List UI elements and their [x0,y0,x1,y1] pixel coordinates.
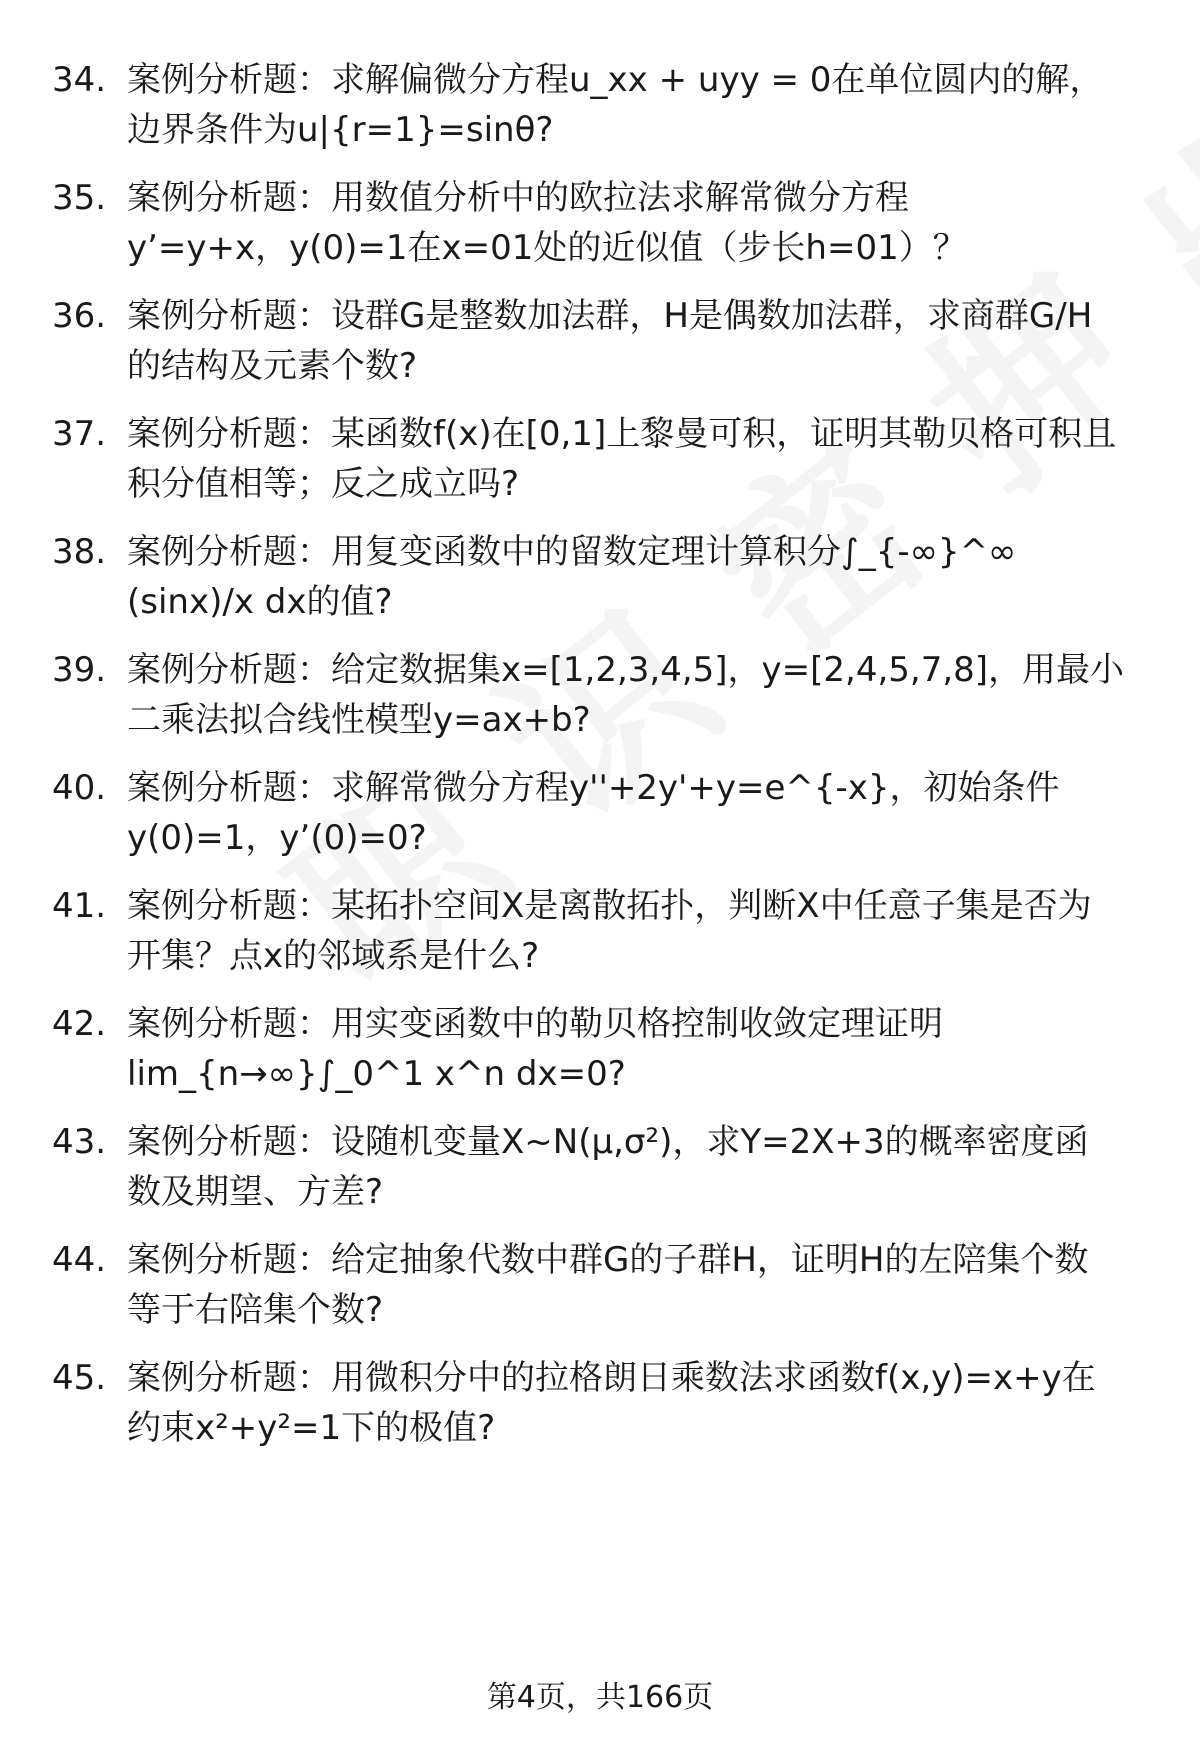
question-text: 案例分析题：设群G是整数加法群，H是偶数加法群，求商群G/H 的结构及元素个数? [127,296,1093,386]
question-text: 案例分析题：用数值分析中的欧拉法求解常微分方程 y’=y+x，y(0)=1在x=01处的近似值（步长h=01）？ [127,178,967,268]
page-footer [0,1678,1200,1718]
question-item [52,55,1172,155]
question-number: 38. [52,532,107,572]
question-item [52,409,1172,509]
question-number: 41. [52,886,107,926]
question-number: 42. [52,1004,107,1044]
question-text: 案例分析题：给定抽象代数中群G的子群H，证明H的左陪集个数 等于右陪集个数? [127,1240,1089,1330]
question-number: 39. [52,650,107,690]
question-text: 案例分析题：求解常微分方程y''+2y'+y=e^{-x}，初始条件 y(0)=1，y’(0)=0? [127,768,1060,858]
question-number: 37. [52,414,107,454]
question-item [52,291,1172,391]
question-number: 34. [52,60,107,100]
question-text: 案例分析题：用微积分中的拉格朗日乘数法求函数f(x,y)=x+y在 约束x²+y²=1下的极值? [127,1358,1096,1448]
question-item [52,527,1172,627]
question-item [52,645,1172,745]
question-number: 43. [52,1122,107,1162]
question-text: 案例分析题：求解偏微分方程u_xx + uyy = 0在单位圆内的解， 边界条件为u|{r=1}=sinθ? [127,60,1104,150]
question-number: 40. [52,768,107,808]
question-text: 案例分析题：某函数f(x)在[0,1]上黎曼可积，证明其勒贝格可积且 积分值相等；反之成立吗? [127,414,1117,504]
question-number: 45. [52,1358,107,1398]
question-item [52,881,1172,981]
question-text: 案例分析题：给定数据集x=[1,2,3,4,5]，y=[2,4,5,7,8]，用最小 二乘法拟合线性模型y=ax+b? [127,650,1125,740]
question-text: 案例分析题：用实变函数中的勒贝格控制收敛定理证明 lim_{n→∞}∫_0^1 x^n dx=0? [127,1004,943,1094]
question-number: 36. [52,296,107,336]
page-number-label: 第4页，共166页 [486,1680,714,1715]
question-item [52,1353,1172,1453]
question-item [52,1235,1172,1335]
question-item [52,999,1172,1099]
watermark-text [230,0,1200,1035]
question-text: 案例分析题：设随机变量X~N(μ,σ²)，求Y=2X+3的概率密度函 数及期望、方差? [127,1122,1089,1212]
question-item [52,1117,1172,1217]
question-number: 44. [52,1240,107,1280]
question-text: 案例分析题：用复变函数中的留数定理计算积分∫_{-∞}^∞ (sinx)/x dx的值? [127,532,1017,622]
question-number: 35. [52,178,107,218]
question-item [52,763,1172,863]
question-text: 案例分析题：某拓扑空间X是离散拓扑，判断X中任意子集是否为 开集？点x的邻域系是什么? [127,886,1092,976]
question-item [52,173,1172,273]
